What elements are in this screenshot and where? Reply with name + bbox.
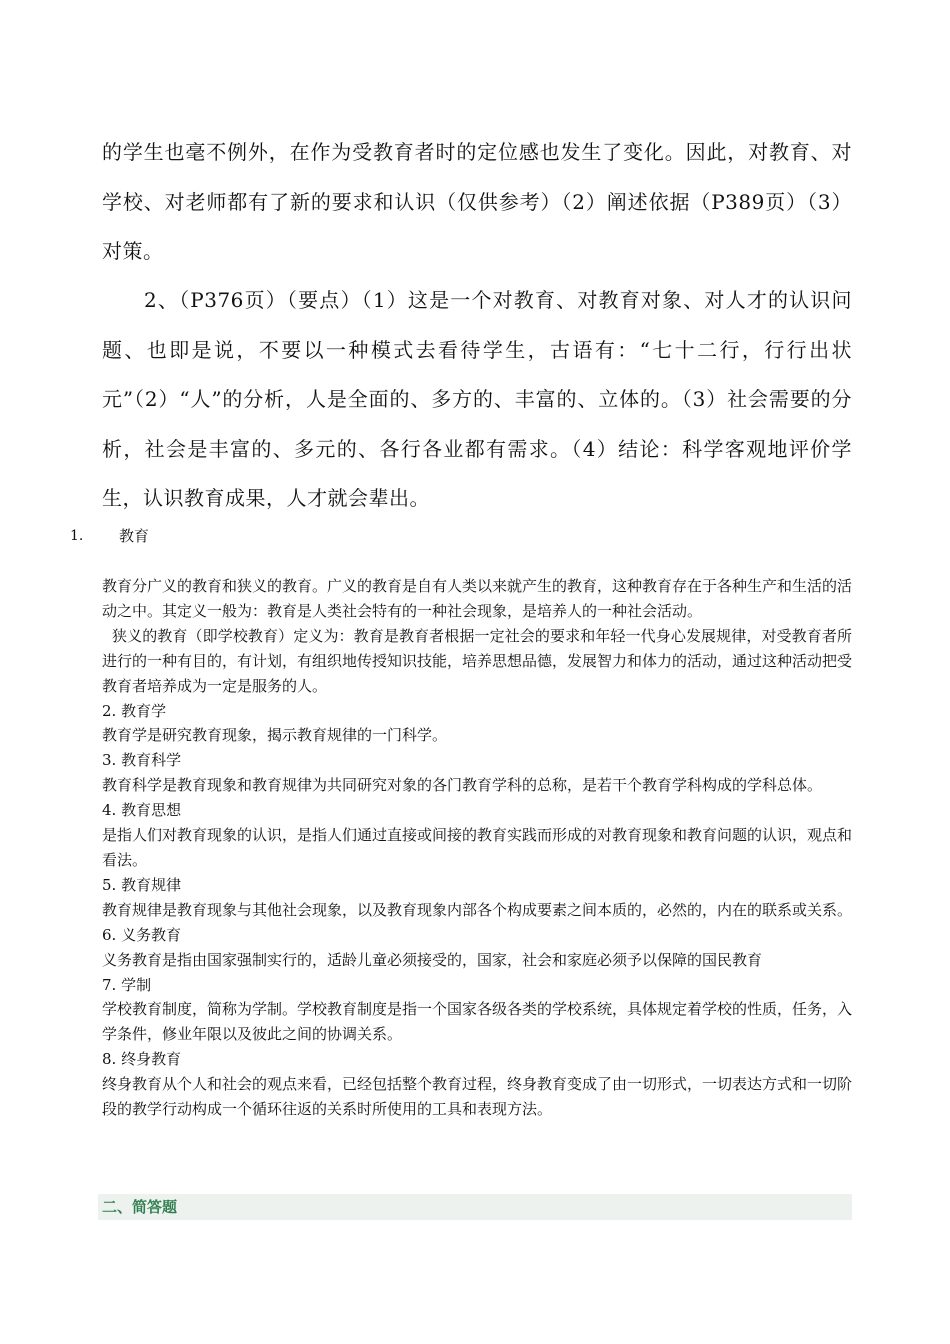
term-8-definition: 终身教育从个人和社会的观点来看，已经包括整个教育过程，终身教育变成了由一切形式，一切表达方式和一切阶段的教学行动构成一个循环往返的关系时所使用的工具和表现方法。: [102, 1075, 853, 1119]
term-7-definition: 学校教育制度，简称为学制。学校教育制度是指一个国家各级各类的学校系统，具体规定着学校的性质，任务，入学条件，修业年限以及彼此之间的协调关系。: [102, 1000, 853, 1044]
term-5-definition: 教育规律是教育现象与其他社会现象，以及教育现象内部各个构成要素之间本质的，必然的，内在的联系或关系。: [102, 900, 853, 919]
term-1-definition-narrow: 狭义的教育（即学校教育）定义为：教育是教育者根据一定社会的要求和年轻一代身心发展规律，对受教育者所进行的一种有目的，有计划，有组织地传授知识技能，培养思想品德，发展智力和体力的活动，通过这种活动把受教育者培养成为一定是服务的人。: [102, 626, 853, 695]
term-4-heading: 4. 教育思想: [102, 801, 182, 820]
term-1-number: 1.: [70, 528, 84, 544]
term-6-definition: 义务教育是指由国家强制实行的，适龄儿童必须接受的，国家，社会和家庭必须予以保障的国民教育: [102, 950, 763, 969]
section-heading: 二、简答题: [102, 1198, 178, 1216]
term-3-heading: 3. 教育科学: [102, 751, 182, 770]
term-6-heading: 6. 义务教育: [102, 925, 182, 944]
section-heading-bar: [98, 1194, 852, 1220]
paragraph-continuation: 的学生也毫不例外，在作为受教育者时的定位感也发生了变化。因此，对教育、对学校、对老师都有了新的要求和认识（仅供参考）（2）阐述依据（P389页）（3）对策。: [102, 140, 852, 264]
term-7-heading: 7. 学制: [102, 975, 152, 994]
term-8-heading: 8. 终身教育: [102, 1050, 182, 1069]
term-4-definition: 是指人们对教育现象的认识，是指人们通过直接或间接的教育实践而形成的对教育现象和教育问题的认识，观点和看法。: [102, 826, 853, 869]
term-1-definition-broad: 教育分广义的教育和狭义的教育。广义的教育是自有人类以来就产生的教育，这种教育存在于各种生产和生活的活动之中。其定义一般为：教育是人类社会特有的一种社会现象，是培养人的一种社会活动。: [102, 577, 853, 620]
term-definitions: [102, 574, 852, 1122]
paragraph-answer-2: 2、（P376页）（要点）（1）这是一个对教育、对教育对象、对人才的认识问题、也即是说，不要以一种模式去看待学生，古语有：“七十二行，行行出状元”（2）“人”的分析，人是全面的、多方的、丰富的、立体的。（3）社会需要的分析，社会是丰富的、多元的、各行各业都有需求。（4）结论：科学客观地评价学生，认识教育成果，人才就会辈出。: [102, 288, 852, 511]
term-1-heading: 教育: [119, 527, 150, 545]
term-3-definition: 教育科学是教育现象和教育规律为共同研究对象的各门教育学科的总称，是若干个教育学科构成的学科总体。: [102, 776, 823, 795]
term-2-definition: 教育学是研究教育现象，揭示教育规律的一门科学。: [102, 726, 448, 745]
term-2-heading: 2. 教育学: [102, 701, 167, 720]
term-5-heading: 5. 教育规律: [102, 875, 182, 894]
